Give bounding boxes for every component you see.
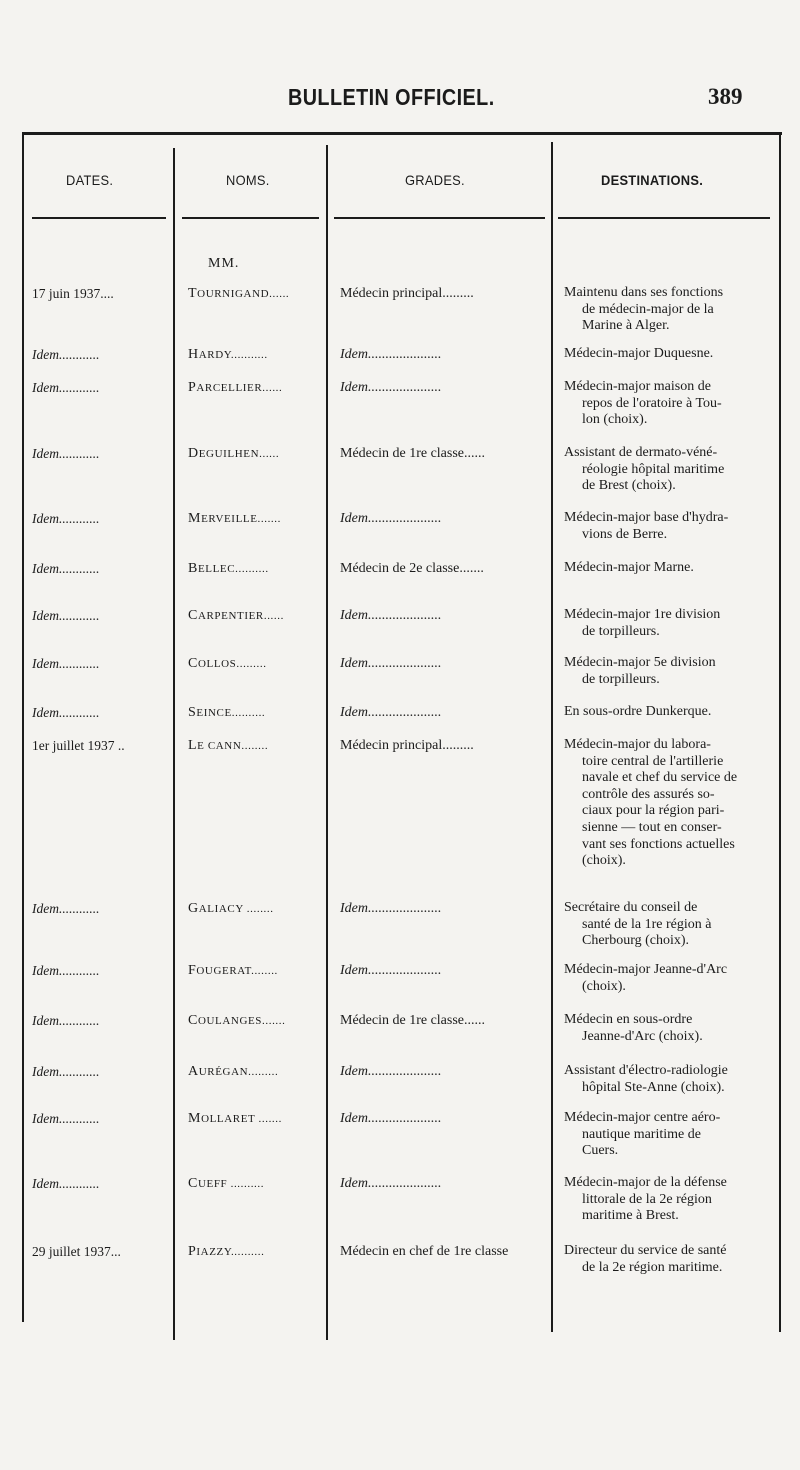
running-head	[0, 84, 800, 114]
destination-line: Secrétaire du conseil de	[564, 900, 698, 915]
destination-line: Assistant de dermato-véné-	[564, 445, 718, 460]
header-rule-noms	[182, 217, 319, 219]
destination-line: de la 2e région maritime.	[582, 1259, 723, 1275]
row-grade: Idem.....................	[340, 656, 442, 671]
destination-line: Directeur du service de santé	[564, 1243, 727, 1258]
row-destination	[564, 655, 779, 688]
destination-line: hôpital Ste-Anne (choix).	[582, 1079, 725, 1095]
row-date: Idem............	[32, 511, 100, 526]
destination-line: Médecin-major maison de	[564, 379, 711, 394]
destination-line: vant ses fonctions actuelles	[582, 836, 735, 852]
row-name: CARPENTIER......	[188, 608, 284, 623]
row-date: Idem............	[32, 446, 100, 461]
row-name: FOUGERAT........	[188, 963, 278, 978]
running-title: BULLETIN OFFICIEL.	[288, 84, 495, 110]
destination-line: (choix).	[582, 853, 626, 869]
row-name: AURÉGAN.........	[188, 1064, 279, 1079]
header-rule-destinations	[558, 217, 770, 219]
row-date: Idem............	[32, 1111, 100, 1126]
row-name: MOLLARET .......	[188, 1111, 282, 1126]
column-header-noms: NOMS.	[226, 172, 270, 188]
row-name: LE CANN........	[188, 738, 269, 753]
row-destination	[564, 510, 779, 543]
row-name: PARCELLIER......	[188, 380, 283, 395]
row-destination	[564, 1110, 779, 1160]
row-date: 29 juillet 1937...	[32, 1244, 121, 1259]
destination-line: ciaux pour la région pari-	[582, 803, 725, 819]
row-date: Idem............	[32, 347, 100, 362]
table-left-border	[22, 132, 24, 1322]
row-destination	[564, 1012, 779, 1045]
destination-line: de Brest (choix).	[582, 478, 676, 494]
destination-line: santé de la 1re région à	[582, 916, 712, 932]
row-name: SEINCE..........	[188, 705, 266, 720]
header-rule-dates	[32, 217, 166, 219]
row-destination	[564, 379, 779, 429]
destination-line: Médecin-major Jeanne-d'Arc	[564, 962, 728, 977]
row-destination	[564, 1063, 779, 1096]
destination-line: toire central de l'artillerie	[582, 753, 724, 769]
row-date: Idem............	[32, 561, 100, 576]
destination-line: repos de l'oratoire à Tou-	[582, 395, 722, 411]
destination-line: lon (choix).	[582, 412, 648, 428]
destination-line: Médecin-major du labora-	[564, 737, 711, 752]
row-name: CUEFF ..........	[188, 1176, 265, 1191]
row-date: Idem............	[32, 1176, 100, 1191]
row-destination	[564, 285, 779, 335]
table-right-border	[779, 132, 781, 1332]
destination-line: Médecin en sous-ordre	[564, 1012, 693, 1027]
destination-line: Médecin-major 5e division	[564, 655, 716, 670]
destination-line: nautique maritime de	[582, 1126, 701, 1142]
destination-line: contrôle des assurés so-	[582, 786, 715, 802]
destination-line: Médecin-major Duquesne.	[564, 346, 714, 361]
row-date: Idem............	[32, 656, 100, 671]
column-header-dates: DATES.	[66, 172, 114, 188]
destination-line: Maintenu dans ses fonctions	[564, 285, 724, 300]
row-date: Idem............	[32, 1064, 100, 1079]
destination-line: de médecin-major de la	[582, 301, 714, 317]
destination-line: Médecin-major de la défense	[564, 1175, 727, 1190]
destination-line: Médecin-major base d'hydra-	[564, 510, 729, 525]
page-number: 389	[708, 84, 743, 109]
row-destination	[564, 607, 779, 640]
row-name: COLLOS.........	[188, 656, 267, 671]
row-grade: Médecin de 1re classe......	[340, 1013, 485, 1028]
row-grade: Médecin de 1re classe......	[340, 446, 485, 461]
row-grade: Médecin en chef de 1re classe	[340, 1244, 509, 1259]
row-destination	[564, 737, 779, 870]
column-divider-dates	[173, 148, 175, 1340]
destination-line: de torpilleurs.	[582, 623, 660, 639]
row-grade: Idem.....................	[340, 608, 442, 623]
row-destination	[564, 704, 779, 721]
row-grade: Idem.....................	[340, 1111, 442, 1126]
destination-line: Médecin-major centre aéro-	[564, 1110, 721, 1125]
row-date: Idem............	[32, 608, 100, 623]
row-destination	[564, 560, 779, 577]
row-destination	[564, 962, 779, 995]
destination-line: En sous-ordre Dunkerque.	[564, 704, 712, 719]
row-destination	[564, 900, 779, 950]
row-grade: Idem.....................	[340, 963, 442, 978]
destination-line: Cuers.	[582, 1143, 619, 1159]
destination-line: Jeanne-d'Arc (choix).	[582, 1028, 703, 1044]
row-date: Idem............	[32, 901, 100, 916]
column-header-destinations: DESTINATIONS.	[601, 172, 704, 188]
mm-label: MM.	[208, 256, 240, 271]
column-header-grades: GRADES.	[405, 172, 465, 188]
destination-line: sienne — tout en conser-	[582, 819, 722, 835]
row-date: Idem............	[32, 380, 100, 395]
row-destination	[564, 1243, 779, 1276]
row-destination	[564, 346, 779, 363]
row-name: GALIACY ........	[188, 901, 274, 916]
table-top-rule	[22, 132, 782, 135]
destination-line: vions de Berre.	[582, 526, 668, 542]
row-grade: Idem.....................	[340, 1176, 442, 1191]
destination-line: littorale de la 2e région	[582, 1191, 712, 1207]
row-name: TOURNIGAND......	[188, 286, 290, 301]
destination-line: Marine à Alger.	[582, 318, 670, 334]
row-name: COULANGES.......	[188, 1013, 286, 1028]
row-name: DEGUILHEN......	[188, 446, 280, 461]
destination-line: (choix).	[582, 978, 626, 994]
row-name: BELLEC..........	[188, 561, 269, 576]
column-divider-noms	[326, 145, 328, 1340]
row-date: Idem............	[32, 705, 100, 720]
row-grade: Idem.....................	[340, 511, 442, 526]
column-divider-grades	[551, 142, 553, 1332]
row-grade: Idem.....................	[340, 380, 442, 395]
destination-line: navale et chef du service de	[582, 770, 738, 786]
row-grade: Idem.....................	[340, 705, 442, 720]
row-grade: Médecin principal.........	[340, 286, 474, 301]
destination-line: réologie hôpital maritime	[582, 461, 725, 477]
row-grade: Médecin principal.........	[340, 738, 474, 753]
row-name: HARDY...........	[188, 347, 268, 362]
destination-line: Cherbourg (choix).	[582, 933, 690, 949]
destination-line: Assistant d'électro-radiologie	[564, 1063, 728, 1078]
destination-line: maritime à Brest.	[582, 1208, 679, 1224]
row-name: PIAZZY..........	[188, 1244, 265, 1259]
row-date: 17 juin 1937....	[32, 286, 114, 301]
header-rule-grades	[334, 217, 545, 219]
row-grade: Médecin de 2e classe.......	[340, 561, 484, 576]
row-destination	[564, 1175, 779, 1225]
row-date: 1er juillet 1937 ..	[32, 738, 125, 753]
row-grade: Idem.....................	[340, 901, 442, 916]
destination-line: Médecin-major 1re division	[564, 607, 721, 622]
destination-line: de torpilleurs.	[582, 671, 660, 687]
destination-line: Médecin-major Marne.	[564, 560, 694, 575]
row-date: Idem............	[32, 963, 100, 978]
row-name: MERVEILLE.......	[188, 511, 281, 526]
row-grade: Idem.....................	[340, 1064, 442, 1079]
row-date: Idem............	[32, 1013, 100, 1028]
row-destination	[564, 445, 779, 495]
row-grade: Idem.....................	[340, 347, 442, 362]
